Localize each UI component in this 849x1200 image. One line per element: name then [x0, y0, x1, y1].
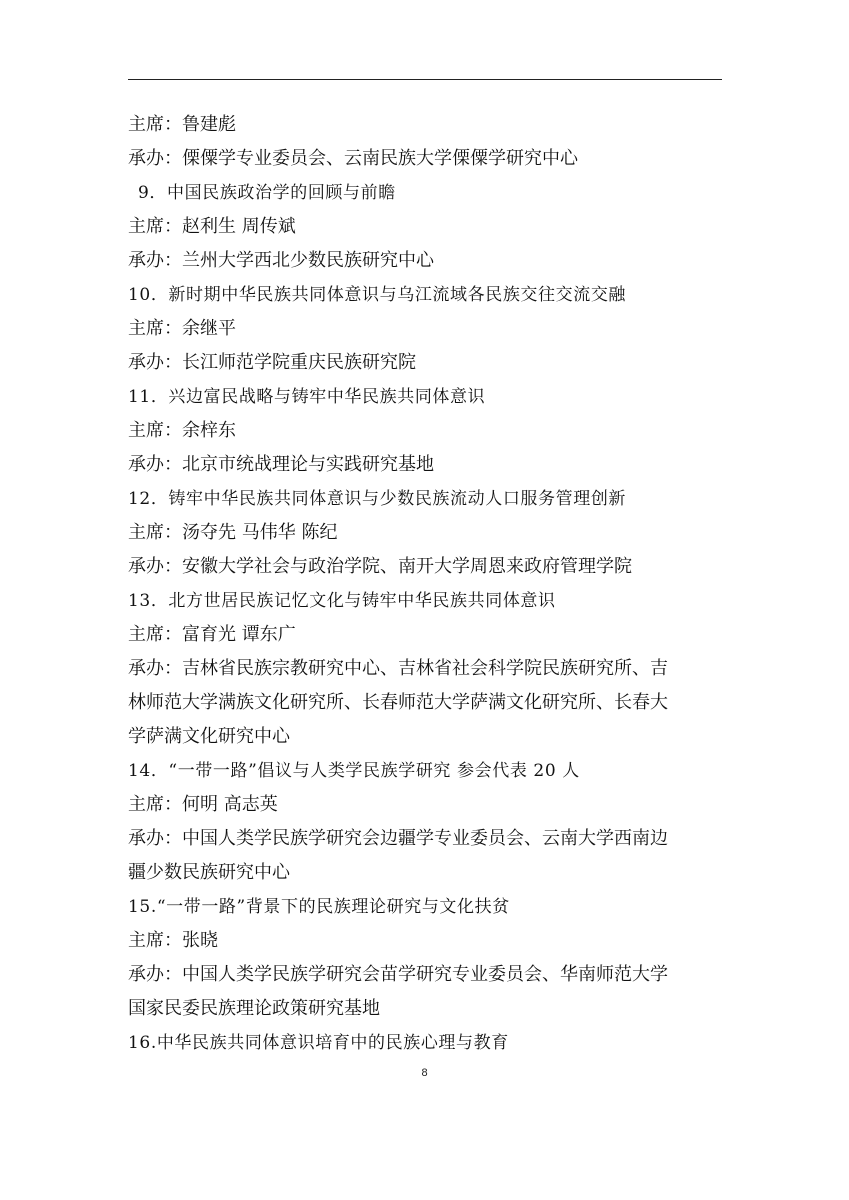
chair-line: 主席：余梓东: [128, 420, 236, 441]
page-number: 8: [421, 1067, 428, 1079]
chair-line: 主席：富育光 谭东广: [128, 624, 296, 645]
chair-line: 主席：何明 高志英: [128, 794, 278, 815]
chair-line: 主席：汤夺先 马伟华 陈纪: [128, 522, 338, 543]
host-line: 承办：傈僳学专业委员会、云南民族大学傈僳学研究中心: [128, 148, 578, 169]
host-line-continued: 林师范大学满族文化研究所、长春师范大学萨满文化研究所、长春大: [128, 692, 668, 713]
document-body: [128, 108, 728, 1060]
host-line: 承办：兰州大学西北少数民族研究中心: [128, 250, 434, 271]
host-line: 承办：长江师范学院重庆民族研究院: [128, 352, 416, 373]
host-line-continued: 国家民委民族理论政策研究基地: [128, 998, 380, 1019]
session-heading-12: 12．铸牢中华民族共同体意识与少数民族流动人口服务管理创新: [128, 489, 627, 509]
chair-line: 主席：余继平: [128, 318, 236, 339]
chair-line: 主席：张晓: [128, 930, 218, 951]
session-heading-10: 10．新时期中华民族共同体意识与乌江流域各民族交往交流交融: [128, 285, 627, 305]
session-heading-11: 11．兴边富民战略与铸牢中华民族共同体意识: [128, 387, 486, 407]
host-line-continued: 疆少数民族研究中心: [128, 862, 290, 883]
host-line: 承办：北京市统战理论与实践研究基地: [128, 454, 434, 475]
host-line: 承办：安徽大学社会与政治学院、南开大学周恩来政府管理学院: [128, 556, 632, 577]
header-rule: [128, 79, 722, 80]
host-line: 承办：吉林省民族宗教研究中心、吉林省社会科学院民族研究所、吉: [128, 658, 668, 679]
host-line: 承办：中国人类学民族学研究会边疆学专业委员会、云南大学西南边: [128, 828, 668, 849]
chair-line: 主席：鲁建彪: [128, 114, 236, 135]
host-line: 承办：中国人类学民族学研究会苗学研究专业委员会、华南师范大学: [128, 964, 668, 985]
session-heading-15: 15.“一带一路”背景下的民族理论研究与文化扶贫: [128, 897, 510, 917]
session-heading-13: 13．北方世居民族记忆文化与铸牢中华民族共同体意识: [128, 591, 556, 611]
session-heading-14: 14．“一带一路”倡议与人类学民族学研究 参会代表 20 人: [128, 761, 580, 781]
host-line-continued: 学萨满文化研究中心: [128, 726, 290, 747]
session-heading-16: 16.中华民族共同体意识培育中的民族心理与教育: [128, 1033, 509, 1053]
session-heading-9: 9．中国民族政治学的回顾与前瞻: [138, 183, 396, 203]
chair-line: 主席：赵利生 周传斌: [128, 216, 296, 237]
